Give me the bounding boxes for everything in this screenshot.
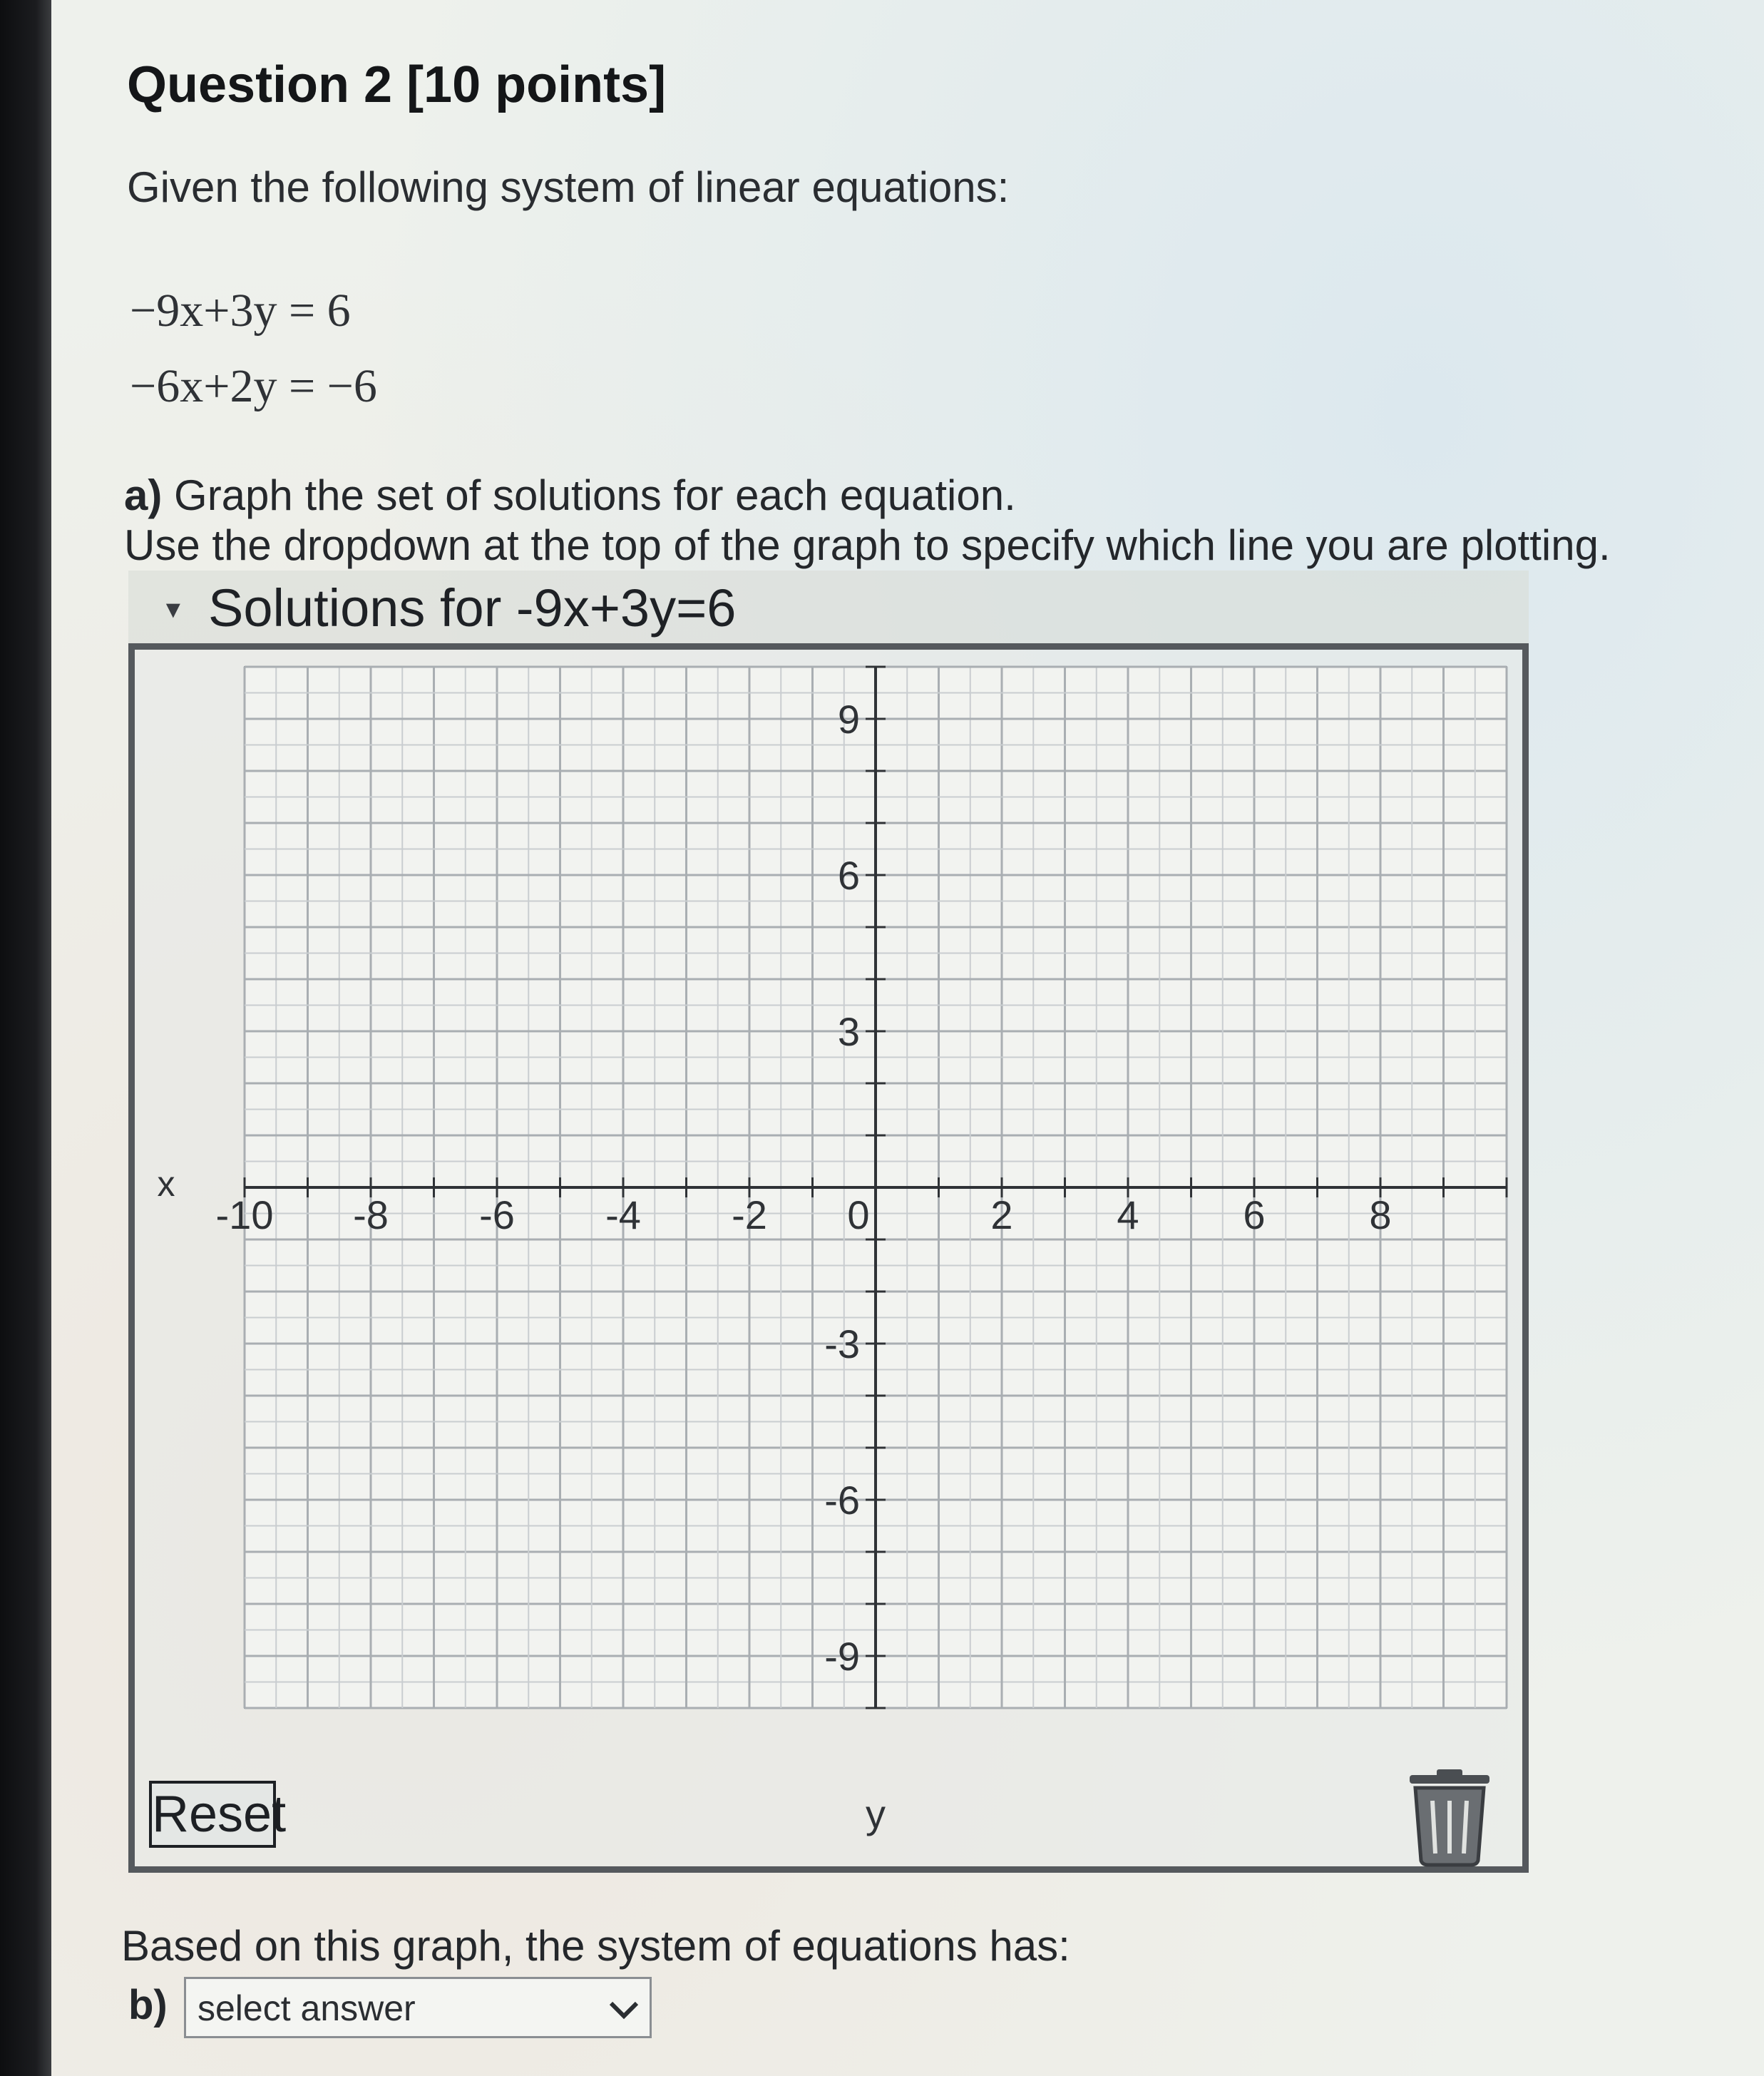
horizontal-tick-label: -6 [479,1192,515,1237]
horizontal-tick-label: -8 [353,1192,389,1237]
horizontal-tick-label: 2 [990,1192,1013,1237]
vertical-tick-label: -3 [824,1321,860,1366]
line-selector-dropdown[interactable]: Solutions for -9x+3y=6 [208,578,737,638]
horizontal-tick-label: 4 [1117,1192,1139,1237]
part-a-text: Graph the set of solutions for each equation. [174,471,1016,519]
horizontal-tick-label: 8 [1369,1192,1392,1237]
intro-text: Given the following system of linear equations: [127,163,1010,211]
horizontal-tick-label: -4 [605,1192,641,1237]
chevron-down-icon [608,1999,640,2020]
vertical-tick-label: -9 [824,1634,860,1679]
reset-button[interactable]: Reset [149,1781,276,1848]
coordinate-grid[interactable] [135,650,1522,1866]
graph-instruction: Use the dropdown at the top of the graph to specify which line you are plotting. [124,521,1611,569]
answer-select-value: select answer [198,1988,416,2028]
vertical-tick-label: 6 [837,853,860,898]
graph-panel [128,643,1529,1873]
vertical-tick-label: -6 [824,1478,860,1523]
part-b-label: b) [128,1982,168,2028]
trash-icon[interactable] [1400,1768,1499,1868]
screen-edge [0,0,51,2076]
dropdown-arrow-icon[interactable]: ▼ [161,596,185,623]
equation-1: −9x+3y = 6 [130,285,351,337]
vertical-tick-label: 3 [837,1009,860,1054]
question-title: Question 2 [10 points] [127,56,667,113]
vertical-tick-label: 9 [837,697,860,742]
answer-prompt: Based on this graph, the system of equations has: [121,1922,1070,1970]
horizontal-tick-label: -10 [215,1192,274,1237]
question-page [51,0,1764,2076]
horizontal-axis-label: x [157,1164,175,1204]
answer-select[interactable] [184,1977,652,2038]
part-a-label: a) [124,471,163,519]
horizontal-tick-label: 6 [1243,1192,1266,1237]
horizontal-tick-label: 0 [847,1192,870,1237]
vertical-axis-label: y [866,1791,886,1836]
part-a-prompt [124,471,1016,520]
equation-2: −6x+2y = −6 [130,360,377,412]
horizontal-tick-label: -2 [732,1192,767,1237]
